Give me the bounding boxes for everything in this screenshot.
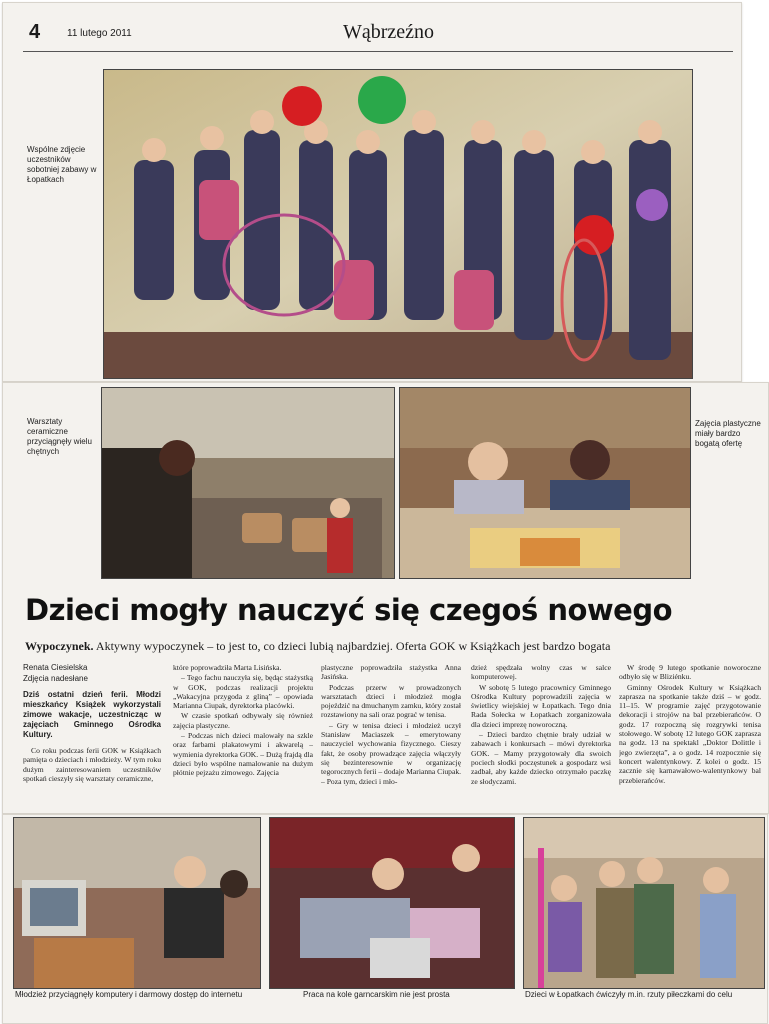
- lead-label: Wypoczynek.: [25, 639, 94, 653]
- article-column-4: [471, 663, 611, 809]
- article-column-2: [173, 663, 313, 809]
- header-rule: [23, 51, 733, 52]
- paragraph: Co roku podczas ferii GOK w Książkach pamięta o dzieciach i młodzieży. W tym roku dużym zainteresowaniem uczestników spotkań cieszyły się warsztaty ceramiczne,: [23, 746, 161, 783]
- pottery-caption: Praca na kole garncarskim nie jest prosta: [303, 990, 450, 999]
- paragraph: które poprowadziła Marta Lisińska.: [173, 663, 282, 672]
- computers-caption: Młodzież przyciągnęły komputery i darmowy dostęp do internetu: [15, 990, 243, 999]
- group-photo-caption: Wspólne zdjęcie uczestników sobotniej zabawy w Łopatkach: [27, 145, 97, 184]
- issue-date: 11 lutego 2011: [67, 28, 132, 39]
- balls-caption: Dzieci w Łopatkach ćwiczyły m.in. rzuty piłeczkami do celu: [525, 990, 733, 999]
- group-photo: [103, 69, 693, 379]
- author: Renata Ciesielska: [23, 663, 88, 672]
- computers-photo: [13, 817, 261, 989]
- page-number: 4: [29, 21, 41, 43]
- paragraph: W czasie spotkań odbywały się również zajęcia plastyczne.: [173, 711, 313, 730]
- article-headline: Dzieci mogły nauczyć się czegoś nowego: [25, 593, 673, 627]
- paragraph: – Dzieci bardzo chętnie brały udział w zabawach i konkursach – mówi dyrektorka GOK. – Mamy przygotowały dla swoich pociech słodki poczęstunek a gospodarz wsi zadbał, aby każde dziecko otrzymało paczkę ze słodyczami.: [471, 730, 611, 786]
- paragraph: Gminny Ośrodek Kultury w Książkach zaprasza na spotkanie także dziś – w godz. 11–15. W programie zajęć przygotowanie dekoracji i strojów na bal przebierańców. O godz. 17 rozpoczną się rozgrywki tenisa stołowego. W sobotę 12 lutego GOK zaprasza na godz. 13 na spektakl „Doktor Dolittle i jego zwierzęta”, a o godz. 14 rozpocznie się koncert walentynkowy. Z kolei o godz. 15 zacznie się karnawałowo-walentynkowy bal przebierańców.: [619, 682, 761, 785]
- lead-text: Aktywny wypoczynek – to jest to, co dzieci lubią najbardziej. Oferta GOK w Książkach jest bardzo bogata: [93, 639, 611, 653]
- clipping-top: [2, 2, 742, 382]
- article-lede: Dziś ostatni dzień ferii. Młodzi mieszkańcy Książek wykorzystali zimowe wakacje, uczestnicząc w zajęciach Gminnego Ośrodka Kultury.: [23, 690, 161, 739]
- paragraph: W środę 9 lutego spotkanie noworoczne odbyło się w Bliziénku.: [619, 663, 761, 682]
- article-column-1: [23, 663, 161, 809]
- clipping-middle: [2, 382, 769, 814]
- article-lead: [25, 639, 610, 654]
- paragraph: – Tego fachu nauczyła się, będąc stażystką w GOK, podczas realizacji projektu „Wakacyjna przygoda z gliną” – opowiada Marianna Ciupak, dyrektorka placówki.: [173, 673, 313, 711]
- ceramics-photo: [101, 387, 395, 579]
- paragraph: Podczas przerw w prowadzonych warsztatach dzieci i młodzież mogła pojeździć na dmuchanym zamku, który został rozstawiony na sali oraz pograć w tenisa.: [321, 682, 461, 720]
- paragraph: – Gry w tenisa dzieci i młodzież uczył Stanisław Maciaszek – emerytowany nauczyciel wychowania fizycznego. Cieszy fakt, że osoby prowadzące zajęcia włączyły się bezinteresownie w organizację tegorocznych ferii – dodaje Marianna Ciupak. – Poza tym, dzieci i mło-: [321, 720, 461, 786]
- pottery-photo: [269, 817, 515, 989]
- clipping-bottom: [2, 814, 768, 1024]
- article-column-5: [619, 663, 761, 809]
- ceramics-caption: Warsztaty ceramiczne przyciągnęły wielu chętnych: [27, 417, 92, 456]
- balls-photo: [523, 817, 765, 989]
- section-title: Wąbrzeźno: [343, 21, 435, 43]
- photo-credit: Zdjęcia nadesłane: [23, 674, 88, 683]
- article-column-3: [321, 663, 461, 809]
- art-photo: [399, 387, 691, 579]
- paragraph: dzież spędzała wolny czas w salce komputerowej.: [471, 663, 611, 682]
- paragraph: – Podczas nich dzieci malowały na szkle oraz farbami plakatowymi i akwarelą – wymienia dyrektorka GOK. – Dużą frajdą dla dzieci było wspólne namalowanie na dużym płótnie pejzażu zimowego. Zajęcia: [173, 731, 313, 778]
- paragraph: W sobotę 5 lutego pracownicy Gminnego Ośrodka Kultury poprowadzili zajęcia w świetlicy wiejskiej w Łopatkach. Tego dnia Rada Sołecka w Łopatkach zorganizowała dla dzieci imprezę noworoczną.: [471, 682, 611, 729]
- paragraph: plastyczne poprowadziła stażystka Anna Jasińska.: [321, 663, 461, 682]
- art-caption: Zajęcia plastyczne miały bardzo bogatą ofertę: [695, 419, 761, 448]
